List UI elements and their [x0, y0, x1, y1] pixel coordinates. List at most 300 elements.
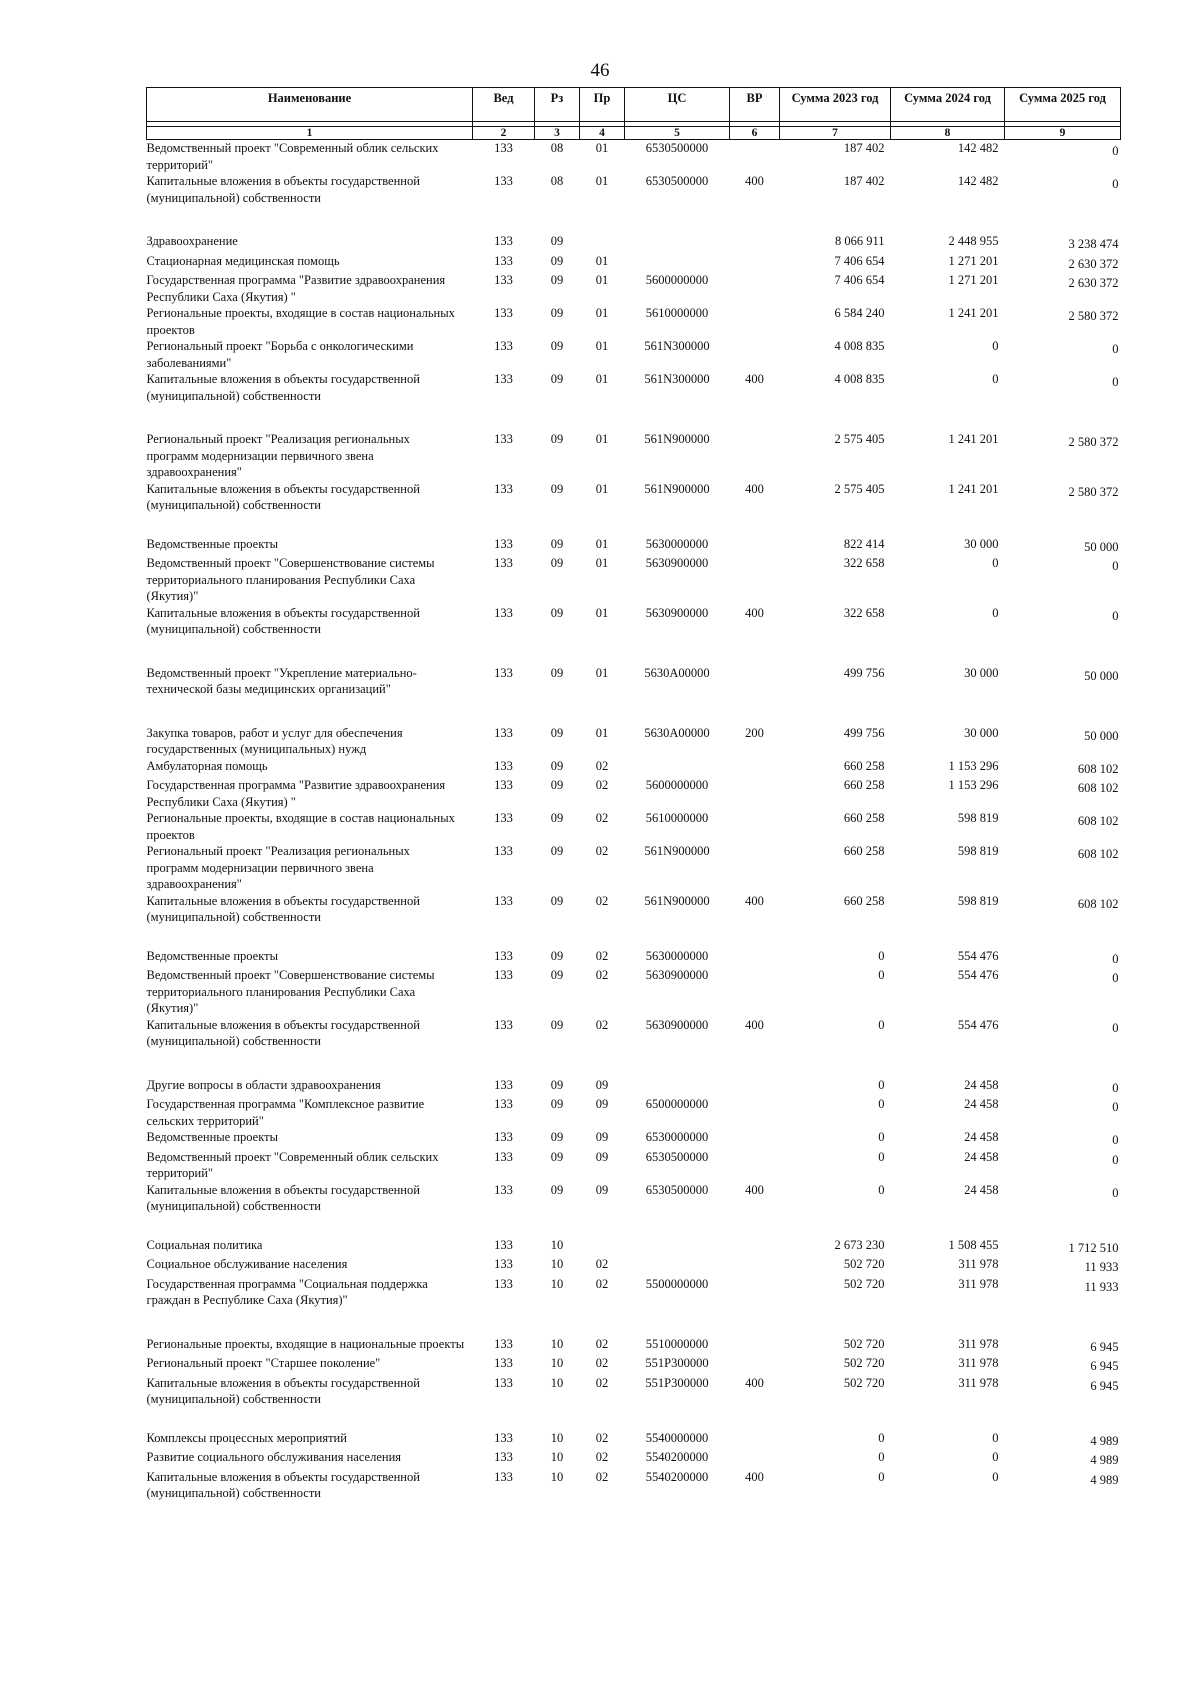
- cell-rz: 09: [550, 948, 564, 963]
- cell-vr: 200: [745, 725, 764, 740]
- cell-name: Социальное обслуживание населения: [146, 1257, 348, 1271]
- cell-pr: 02: [595, 1375, 609, 1390]
- cell-vr: 400: [745, 1182, 764, 1197]
- cell-sum-2023: 6 584 240: [834, 306, 885, 320]
- cell-sum-2024: 598 819: [957, 811, 999, 825]
- cell-sum-2024: 2 448 955: [948, 234, 999, 248]
- cell-sum-2024: 1 508 455: [948, 1237, 999, 1252]
- cell-pr: 02: [595, 948, 609, 963]
- cell-pr: 01: [595, 372, 609, 386]
- cell-pr: 02: [595, 893, 609, 908]
- cell-sum-2023: 7 406 654: [834, 273, 885, 287]
- cell-sum-2025: [1005, 1149, 1121, 1182]
- cell-sum-2023: 499 756: [843, 725, 885, 740]
- column-number: 1: [147, 127, 473, 140]
- cell-sum-2025-value: 6 945: [1090, 1378, 1119, 1393]
- cell-sum-2025: [1005, 233, 1121, 253]
- cell-ved: 133: [494, 234, 513, 248]
- cell-sum-2024: 311 978: [958, 1257, 999, 1271]
- cell-vr: [730, 665, 780, 725]
- cell-sum-2025-value: 0: [1112, 971, 1119, 985]
- cell-pr: 02: [595, 1469, 609, 1484]
- cell-vr: 400: [745, 1469, 764, 1484]
- cell-sum-2024: 0: [992, 1450, 999, 1464]
- cell-sum-2025-value: 1 712 510: [1068, 1240, 1119, 1255]
- cell-sum-2025-value: 4 989: [1090, 1453, 1119, 1467]
- cell-sum-2025-value: 0: [1112, 1133, 1119, 1147]
- cell-pr: 02: [595, 758, 609, 773]
- cell-sum-2024: 0: [992, 1430, 999, 1445]
- cell-sum-2025: [1005, 1276, 1121, 1336]
- cell-ved: 133: [494, 968, 513, 982]
- table-row: [147, 1336, 1121, 1356]
- cell-sum-2025-value: 2 580 372: [1068, 435, 1119, 449]
- cell-rz: 10: [550, 1430, 564, 1445]
- cell-sum-2025: [1005, 725, 1121, 758]
- cell-cs: 5510000000: [645, 1336, 709, 1351]
- cell-ved: 133: [494, 556, 513, 570]
- cell-sum-2024: 554 476: [957, 948, 999, 963]
- cell-vr: [730, 1077, 780, 1097]
- table-row: [147, 1077, 1121, 1097]
- cell-rz: 10: [550, 1375, 564, 1390]
- cell-vr: [730, 1336, 780, 1356]
- cell-vr: 400: [745, 605, 764, 620]
- column-number: 9: [1005, 127, 1121, 140]
- cell-ved: 133: [494, 1149, 513, 1164]
- cell-pr: 01: [595, 432, 609, 446]
- cell-pr: 01: [595, 605, 609, 620]
- cell-sum-2025: [1005, 371, 1121, 431]
- table-row: [147, 140, 1121, 174]
- cell-sum-2025-value: 0: [1112, 1020, 1119, 1035]
- cell-vr: [730, 967, 780, 1017]
- cell-ved: 133: [494, 306, 513, 320]
- cell-rz: 09: [550, 725, 564, 740]
- cell-sum-2025-value: 0: [1112, 608, 1119, 623]
- header-vr: ВР: [730, 88, 780, 122]
- cell-rz: 10: [550, 1276, 564, 1291]
- cell-pr: 01: [595, 725, 609, 740]
- budget-table: [146, 87, 1121, 1502]
- header-sum-2023: Сумма 2023 год: [780, 88, 891, 122]
- cell-sum-2025-value: 608 102: [1077, 761, 1119, 776]
- cell-vr: [730, 1256, 780, 1276]
- cell-sum-2024: 0: [992, 372, 999, 386]
- cell-sum-2025-value: 4 989: [1090, 1433, 1119, 1448]
- cell-name: Региональный проект "Борьба с онкологическими заболеваниями": [146, 339, 414, 370]
- cell-rz: 10: [550, 1469, 564, 1484]
- cell-sum-2025: [1005, 1430, 1121, 1450]
- cell-cs: 561N300000: [644, 339, 710, 353]
- cell-vr: [730, 1129, 780, 1149]
- header-pr: Пр: [580, 88, 625, 122]
- table-row: [147, 843, 1121, 893]
- cell-sum-2023: 0: [878, 1149, 885, 1164]
- cell-rz: 09: [550, 1097, 564, 1111]
- cell-ved: 133: [494, 1336, 513, 1351]
- cell-pr: 01: [595, 536, 609, 551]
- column-number: 3: [535, 127, 580, 140]
- cell-cs: [625, 758, 730, 778]
- cell-vr: [730, 233, 780, 253]
- cell-name: Закупка товаров, работ и услуг для обеспечения государственных (муниципальных) нужд: [146, 725, 403, 756]
- cell-sum-2025-value: 0: [1112, 342, 1119, 356]
- cell-cs: 5540200000: [645, 1469, 709, 1484]
- cell-cs: 5630000000: [645, 948, 709, 963]
- cell-sum-2024: 24 458: [964, 1182, 999, 1197]
- cell-cs: 561N900000: [644, 432, 710, 446]
- cell-vr: [730, 777, 780, 810]
- cell-vr: [730, 555, 780, 605]
- cell-rz: 08: [550, 174, 564, 188]
- cell-cs: [625, 1256, 730, 1276]
- cell-name: Другие вопросы в области здравоохранения: [146, 1077, 381, 1092]
- cell-sum-2023: 2 575 405: [834, 432, 885, 446]
- cell-sum-2023: 499 756: [843, 665, 885, 680]
- cell-sum-2025-value: 0: [1112, 1152, 1119, 1167]
- cell-name: Здравоохранение: [146, 234, 238, 248]
- cell-pr: 01: [595, 339, 609, 353]
- cell-ved: 133: [494, 1356, 513, 1370]
- cell-sum-2024: 142 482: [957, 174, 999, 188]
- table-row: [147, 725, 1121, 758]
- cell-vr: [730, 758, 780, 778]
- cell-sum-2024: 1 271 201: [948, 273, 999, 287]
- cell-sum-2024: 1 241 201: [948, 481, 999, 496]
- cell-sum-2025: [1005, 948, 1121, 968]
- cell-vr: [730, 272, 780, 305]
- cell-sum-2023: 660 258: [843, 893, 885, 908]
- header-name: Наименование: [147, 88, 473, 122]
- cell-sum-2024: 0: [992, 339, 999, 353]
- cell-sum-2024: 311 978: [958, 1276, 999, 1291]
- cell-vr: [730, 1276, 780, 1336]
- cell-sum-2025-value: 0: [1112, 144, 1119, 158]
- cell-sum-2023: 322 658: [843, 605, 885, 620]
- cell-sum-2025: [1005, 1237, 1121, 1257]
- cell-sum-2024: 142 482: [957, 141, 999, 155]
- cell-sum-2025: [1005, 810, 1121, 843]
- cell-ved: 133: [494, 253, 513, 268]
- cell-sum-2025: [1005, 431, 1121, 481]
- cell-pr: 02: [595, 1450, 609, 1464]
- cell-ved: 133: [494, 844, 513, 858]
- cell-ved: 133: [494, 948, 513, 963]
- cell-sum-2024: 0: [992, 556, 999, 570]
- cell-sum-2023: 187 402: [843, 141, 885, 155]
- cell-vr: [730, 1355, 780, 1375]
- cell-sum-2025: [1005, 338, 1121, 371]
- cell-pr: 09: [595, 1077, 609, 1092]
- cell-rz: 09: [550, 432, 564, 446]
- cell-name: Капитальные вложения в объекты государственной (муниципальной) собственности: [146, 1469, 420, 1500]
- cell-sum-2025-value: 0: [1112, 1080, 1119, 1095]
- cell-name: Ведомственный проект "Современный облик сельских территорий": [146, 1149, 439, 1180]
- table-body: [147, 140, 1121, 1502]
- cell-sum-2025-value: 2 580 372: [1068, 309, 1119, 323]
- cell-sum-2025: [1005, 1077, 1121, 1097]
- cell-sum-2024: 1 241 201: [948, 306, 999, 320]
- cell-sum-2025: [1005, 893, 1121, 948]
- cell-cs: 5630000000: [645, 536, 709, 551]
- cell-sum-2025-value: 50 000: [1084, 539, 1119, 554]
- table-row: [147, 758, 1121, 778]
- cell-name: Капитальные вложения в объекты государственной (муниципальной) собственности: [146, 605, 420, 636]
- cell-sum-2023: 660 258: [843, 811, 885, 825]
- table-row: [147, 1375, 1121, 1430]
- cell-sum-2025: [1005, 665, 1121, 725]
- cell-rz: 09: [550, 1182, 564, 1197]
- page-number: 46: [590, 60, 610, 81]
- cell-ved: 133: [494, 725, 513, 740]
- cell-sum-2023: 0: [878, 948, 885, 963]
- cell-name: Капитальные вложения в объекты государственной (муниципальной) собственности: [146, 372, 420, 403]
- cell-sum-2023: 4 008 835: [834, 339, 885, 353]
- cell-ved: 133: [494, 758, 513, 773]
- cell-cs: 5630900000: [645, 1017, 709, 1032]
- cell-pr: 02: [595, 811, 609, 825]
- table-row: [147, 253, 1121, 273]
- table-header: [147, 88, 1121, 140]
- cell-name: Региональный проект "Старшее поколение": [146, 1356, 381, 1370]
- cell-rz: 10: [550, 1257, 564, 1271]
- cell-name: Региональные проекты, входящие в состав национальных проектов: [146, 811, 455, 842]
- cell-ved: 133: [494, 893, 513, 908]
- cell-vr: [730, 536, 780, 556]
- table-row: [147, 1182, 1121, 1237]
- cell-cs: 551P300000: [645, 1356, 709, 1370]
- cell-cs: 5630A00000: [644, 665, 710, 680]
- cell-sum-2024: 1 241 201: [948, 432, 999, 446]
- column-number: 4: [580, 127, 625, 140]
- cell-sum-2023: 7 406 654: [834, 253, 885, 268]
- cell-pr: 02: [595, 844, 609, 858]
- cell-cs: 5540000000: [645, 1430, 709, 1445]
- header-ved: Вед: [473, 88, 535, 122]
- table-row: [147, 1256, 1121, 1276]
- cell-pr: 02: [595, 1430, 609, 1445]
- cell-ved: 133: [494, 811, 513, 825]
- cell-name: Капитальные вложения в объекты государственной (муниципальной) собственности: [146, 1375, 420, 1406]
- cell-vr: [730, 1449, 780, 1469]
- cell-sum-2025: [1005, 1256, 1121, 1276]
- cell-sum-2023: 2 673 230: [834, 1237, 885, 1252]
- cell-ved: 133: [494, 273, 513, 287]
- table-row: [147, 305, 1121, 338]
- cell-cs: 5630900000: [645, 556, 709, 570]
- cell-name: Социальная политика: [146, 1237, 263, 1252]
- cell-cs: 561N300000: [644, 372, 710, 386]
- cell-sum-2024: 311 978: [958, 1356, 999, 1370]
- cell-sum-2023: 502 720: [843, 1356, 885, 1370]
- table-row: [147, 272, 1121, 305]
- table-row: [147, 1149, 1121, 1182]
- cell-name: Государственная программа "Социальная поддержка граждан в Республике Саха (Якутия)": [146, 1276, 428, 1307]
- cell-name: Ведомственные проекты: [146, 536, 279, 551]
- cell-pr: 01: [595, 273, 609, 287]
- cell-name: Государственная программа "Развитие здравоохранения Республики Саха (Якутия) ": [146, 778, 446, 809]
- cell-sum-2023: 660 258: [843, 844, 885, 858]
- cell-cs: 551P300000: [645, 1375, 709, 1390]
- cell-rz: 10: [550, 1336, 564, 1351]
- cell-sum-2025-value: 6 945: [1090, 1339, 1119, 1354]
- table-row: [147, 1237, 1121, 1257]
- cell-name: Государственная программа "Развитие здравоохранения Республики Саха (Якутия) ": [146, 273, 446, 304]
- cell-sum-2024: 24 458: [964, 1130, 999, 1144]
- cell-vr: 400: [745, 372, 764, 386]
- cell-name: Региональный проект "Реализация региональных программ модернизации первичного звена здравоохранения": [146, 432, 410, 479]
- cell-vr: [730, 843, 780, 893]
- table-row: [147, 338, 1121, 371]
- cell-ved: 133: [494, 1077, 513, 1092]
- cell-name: Региональные проекты, входящие в национальные проекты: [146, 1336, 465, 1351]
- cell-pr: 09: [595, 1097, 609, 1111]
- cell-sum-2025-value: 608 102: [1077, 847, 1119, 861]
- cell-rz: 09: [550, 893, 564, 908]
- cell-sum-2024: 1 153 296: [948, 758, 999, 773]
- cell-sum-2025-value: 608 102: [1077, 781, 1119, 795]
- cell-name: Капитальные вложения в объекты государственной (муниципальной) собственности: [146, 1017, 420, 1048]
- cell-name: Капитальные вложения в объекты государственной (муниципальной) собственности: [146, 1182, 420, 1213]
- cell-sum-2023: 0: [878, 1430, 885, 1445]
- cell-sum-2023: 2 575 405: [834, 481, 885, 496]
- cell-vr: [730, 1430, 780, 1450]
- cell-sum-2025-value: 6 945: [1090, 1359, 1119, 1373]
- cell-sum-2025-value: 0: [1112, 177, 1119, 191]
- cell-rz: 09: [550, 536, 564, 551]
- cell-sum-2023: 502 720: [843, 1375, 885, 1390]
- cell-ved: 133: [494, 1276, 513, 1291]
- cell-sum-2023: 502 720: [843, 1257, 885, 1271]
- cell-sum-2024: 24 458: [964, 1097, 999, 1111]
- cell-rz: 09: [550, 1017, 564, 1032]
- cell-sum-2024: 30 000: [964, 725, 999, 740]
- cell-rz: 09: [550, 253, 564, 268]
- cell-ved: 133: [494, 1430, 513, 1445]
- cell-sum-2025: [1005, 140, 1121, 174]
- cell-sum-2025: [1005, 1469, 1121, 1502]
- cell-vr: [730, 1096, 780, 1129]
- cell-rz: 09: [550, 556, 564, 570]
- cell-pr: 09: [595, 1149, 609, 1164]
- column-number: 6: [730, 127, 780, 140]
- cell-ved: 133: [494, 605, 513, 620]
- cell-vr: [730, 305, 780, 338]
- table-row: [147, 1355, 1121, 1375]
- cell-rz: 09: [550, 968, 564, 982]
- column-number: 5: [625, 127, 730, 140]
- table-row: [147, 777, 1121, 810]
- cell-sum-2025: [1005, 1449, 1121, 1469]
- cell-ved: 133: [494, 665, 513, 680]
- cell-ved: 133: [494, 174, 513, 188]
- cell-sum-2025: [1005, 272, 1121, 305]
- cell-cs: 5630900000: [645, 968, 709, 982]
- cell-sum-2023: 822 414: [843, 536, 885, 551]
- header-cs: ЦС: [625, 88, 730, 122]
- cell-pr: [580, 1237, 625, 1257]
- table-row: [147, 665, 1121, 725]
- table-row: [147, 605, 1121, 665]
- cell-sum-2024: 24 458: [964, 1149, 999, 1164]
- cell-sum-2023: 322 658: [843, 556, 885, 570]
- cell-sum-2024: 311 978: [958, 1375, 999, 1390]
- cell-vr: 400: [745, 1017, 764, 1032]
- cell-cs: 6530000000: [645, 1130, 709, 1144]
- cell-ved: 133: [494, 481, 513, 496]
- cell-ved: 133: [494, 1097, 513, 1111]
- table-row: [147, 1430, 1121, 1450]
- cell-vr: [730, 1237, 780, 1257]
- cell-sum-2025-value: 2 630 372: [1068, 276, 1119, 290]
- cell-sum-2025-value: 4 989: [1090, 1472, 1119, 1487]
- cell-rz: 09: [550, 778, 564, 792]
- cell-sum-2025: [1005, 1129, 1121, 1149]
- cell-sum-2025-value: 0: [1112, 1100, 1119, 1114]
- cell-name: Амбулаторная помощь: [146, 758, 268, 773]
- cell-name: Региональный проект "Реализация региональных программ модернизации первичного звена здравоохранения": [146, 844, 410, 891]
- cell-sum-2025-value: 2 580 372: [1068, 484, 1119, 499]
- cell-sum-2025-value: 3 238 474: [1068, 237, 1119, 251]
- cell-cs: 5540200000: [645, 1450, 709, 1464]
- cell-sum-2025-value: 0: [1112, 1185, 1119, 1200]
- cell-sum-2025-value: 50 000: [1084, 728, 1119, 743]
- cell-sum-2023: 660 258: [843, 778, 885, 792]
- cell-name: Комплексы процессных мероприятий: [146, 1430, 347, 1445]
- cell-sum-2023: 187 402: [843, 174, 885, 188]
- cell-rz: 09: [550, 273, 564, 287]
- table-row: [147, 1276, 1121, 1336]
- cell-vr: [730, 1149, 780, 1182]
- cell-rz: 09: [550, 811, 564, 825]
- cell-name: Стационарная медицинская помощь: [146, 253, 340, 268]
- table-row: [147, 967, 1121, 1017]
- cell-ved: 133: [494, 1130, 513, 1144]
- cell-rz: 09: [550, 306, 564, 320]
- cell-sum-2023: 0: [878, 968, 885, 982]
- cell-ved: 133: [494, 1469, 513, 1484]
- cell-sum-2025: [1005, 1017, 1121, 1077]
- cell-ved: 133: [494, 1237, 513, 1252]
- cell-sum-2023: 0: [878, 1182, 885, 1197]
- cell-sum-2025-value: 2 630 372: [1068, 256, 1119, 271]
- cell-sum-2025: [1005, 1336, 1121, 1356]
- cell-pr: 01: [595, 141, 609, 155]
- cell-rz: 09: [550, 234, 564, 248]
- table-row: [147, 1129, 1121, 1149]
- cell-sum-2025-value: 608 102: [1077, 896, 1119, 911]
- cell-cs: 5630900000: [645, 605, 709, 620]
- cell-rz: 08: [550, 141, 564, 155]
- cell-rz: 10: [550, 1356, 564, 1370]
- cell-cs: 6530500000: [645, 141, 709, 155]
- cell-cs: 5630A00000: [644, 725, 710, 740]
- cell-cs: [625, 233, 730, 253]
- cell-sum-2024: 0: [992, 605, 999, 620]
- cell-cs: 561N900000: [644, 844, 710, 858]
- cell-rz: 09: [550, 1077, 564, 1092]
- cell-sum-2025: [1005, 1096, 1121, 1129]
- cell-pr: 02: [595, 1336, 609, 1351]
- cell-name: Государственная программа "Комплексное развитие сельских территорий": [146, 1097, 425, 1128]
- cell-cs: 5610000000: [645, 811, 709, 825]
- cell-ved: 133: [494, 432, 513, 446]
- cell-sum-2024: 24 458: [964, 1077, 999, 1092]
- cell-sum-2025-value: 0: [1112, 559, 1119, 573]
- cell-sum-2025-value: 0: [1112, 375, 1119, 389]
- cell-sum-2023: 0: [878, 1130, 885, 1144]
